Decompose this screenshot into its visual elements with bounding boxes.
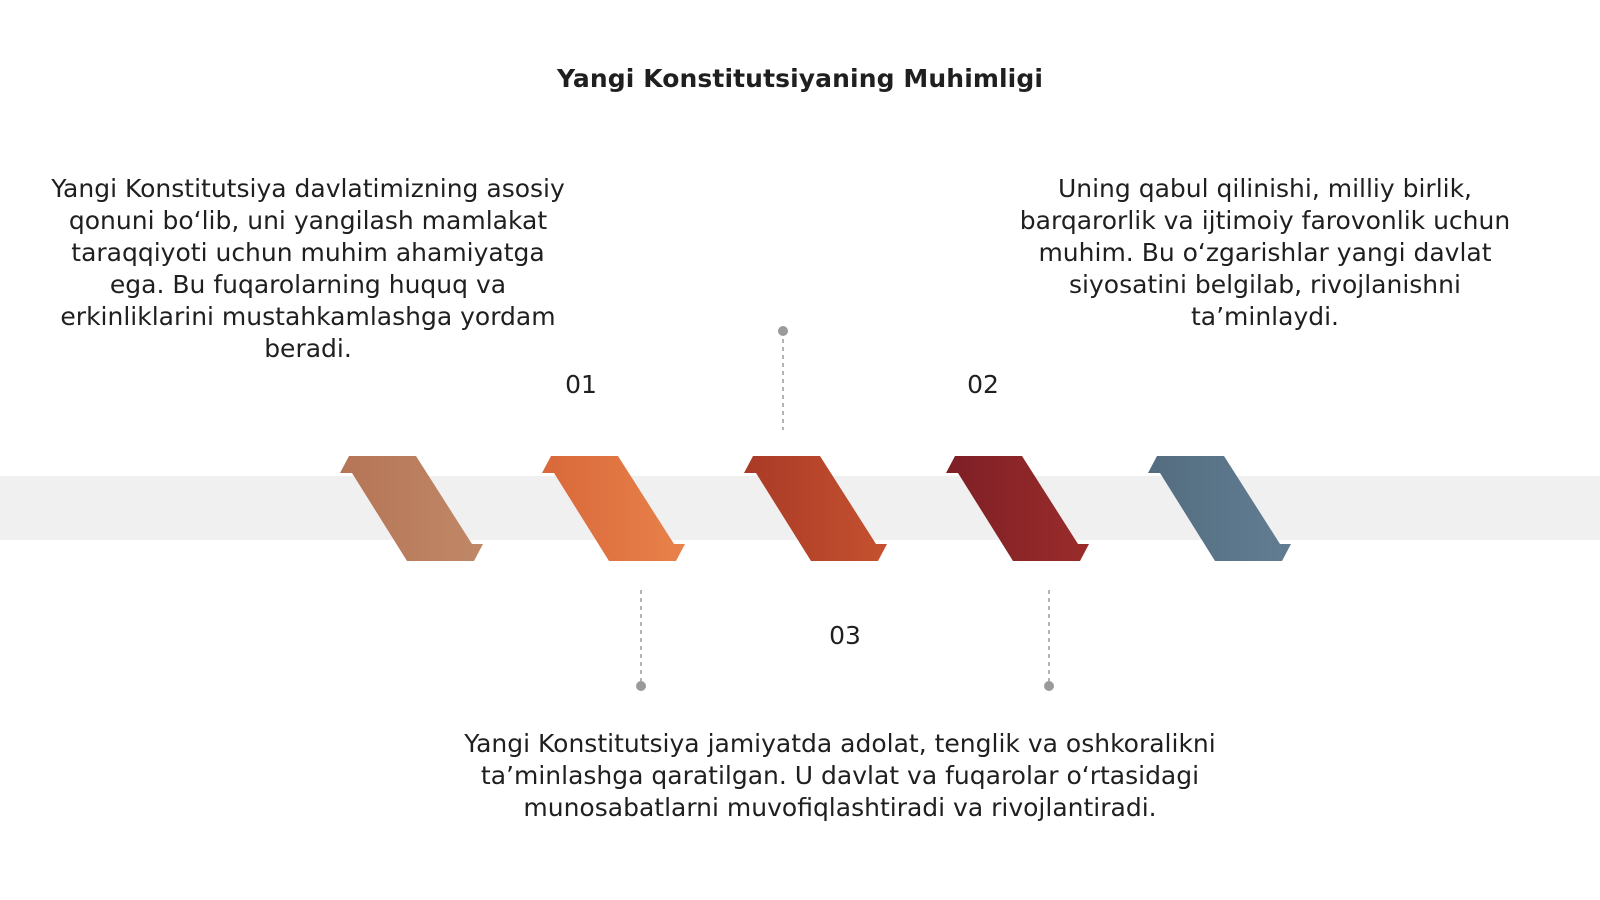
connector-dot [778, 326, 788, 336]
timeline-segment-5 [1148, 456, 1291, 561]
step-2-description: Uning qabul qilinishi, milliy birlik, barqarorlik va ijtimoiy farovonlik uchun muhim. Bu o‘zgarishlar yangi davlat siyosatini belgilab, rivojlanishni ta’minlaydi. [1019, 174, 1511, 331]
step-1-number: 01 [565, 370, 597, 399]
step-2-number: 02 [967, 370, 999, 399]
step-3-description: Yangi Konstitutsiya jamiyatda adolat, tenglik va oshkoralikni ta’minlashga qaratilgan. U davlat va fuqarolar o‘rtasidagi munosabatlarni muvofiqlashtiradi va rivojlantiradi. [464, 729, 1216, 822]
connector-dot [1044, 681, 1054, 691]
timeline-segment-1 [340, 456, 483, 561]
step-1-description: Yangi Konstitutsiya davlatimizning asosiy qonuni bo‘lib, uni yangilash mamlakat taraqqiyoti uchun muhim ahamiyatga ega. Bu fuqarolarning huquq va erkinliklarini mustahkamlashga yordam beradi. [51, 174, 565, 363]
timeline-segment-2 [542, 456, 685, 561]
step-3-number: 03 [829, 621, 861, 650]
timeline-segment-3 [744, 456, 887, 561]
connector-dot [636, 681, 646, 691]
page-title: Yangi Konstitutsiyaning Muhimligi [556, 64, 1044, 93]
timeline-segment-4 [946, 456, 1089, 561]
